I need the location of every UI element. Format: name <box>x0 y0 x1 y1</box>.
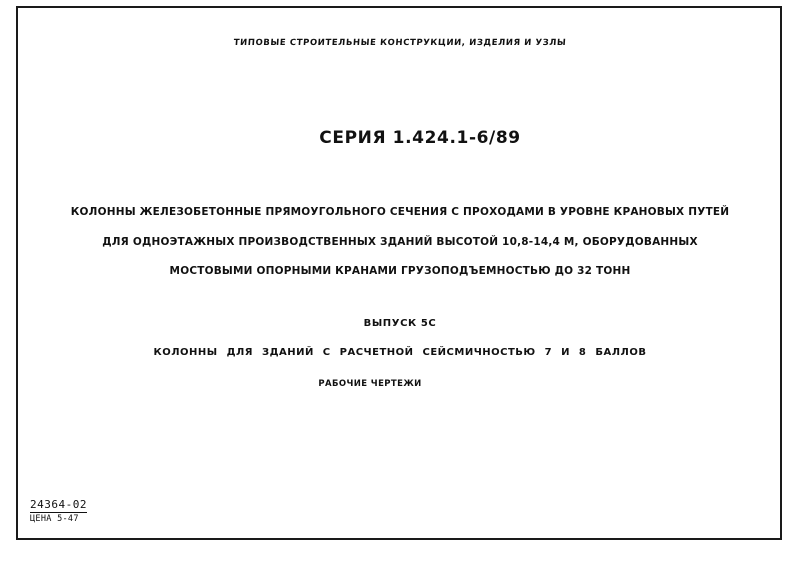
issue-subtitle: КОЛОННЫ ДЛЯ ЗДАНИЙ С РАСЧЕТНОЙ СЕЙСМИЧНОСТЬЮ 7 И 8 БАЛЛОВ <box>153 347 647 358</box>
document-title-line-3: МОСТОВЫМИ ОПОРНЫМИ КРАНАМИ ГРУЗОПОДЪЕМНОСТЬЮ ДО 32 ТОНН <box>169 265 631 277</box>
inventory-number: 24364-02 <box>30 498 87 511</box>
issue-label: ВЫПУСК 5С <box>363 318 437 329</box>
price-label: ЦЕНА 5-47 <box>30 514 79 524</box>
document-title-line-2: ДЛЯ ОДНОЭТАЖНЫХ ПРОИЗВОДСТВЕННЫХ ЗДАНИЙ ВЫСОТОЙ 10,8-14,4 М, ОБОРУДОВАННЫХ <box>102 236 698 248</box>
working-drawings-label: РАБОЧИЕ ЧЕРТЕЖИ <box>318 379 422 389</box>
series-category-header: ТИПОВЫЕ СТРОИТЕЛЬНЫЕ КОНСТРУКЦИИ, ИЗДЕЛИЯ И УЗЛЫ <box>233 38 567 48</box>
inventory-stamp <box>30 493 87 525</box>
document-title-line-1: КОЛОННЫ ЖЕЛЕЗОБЕТОННЫЕ ПРЯМОУГОЛЬНОГО СЕЧЕНИЯ С ПРОХОДАМИ В УРОВНЕ КРАНОВЫХ ПУТЕЙ <box>70 206 730 218</box>
series-number: СЕРИЯ 1.424.1-6/89 <box>319 128 521 148</box>
